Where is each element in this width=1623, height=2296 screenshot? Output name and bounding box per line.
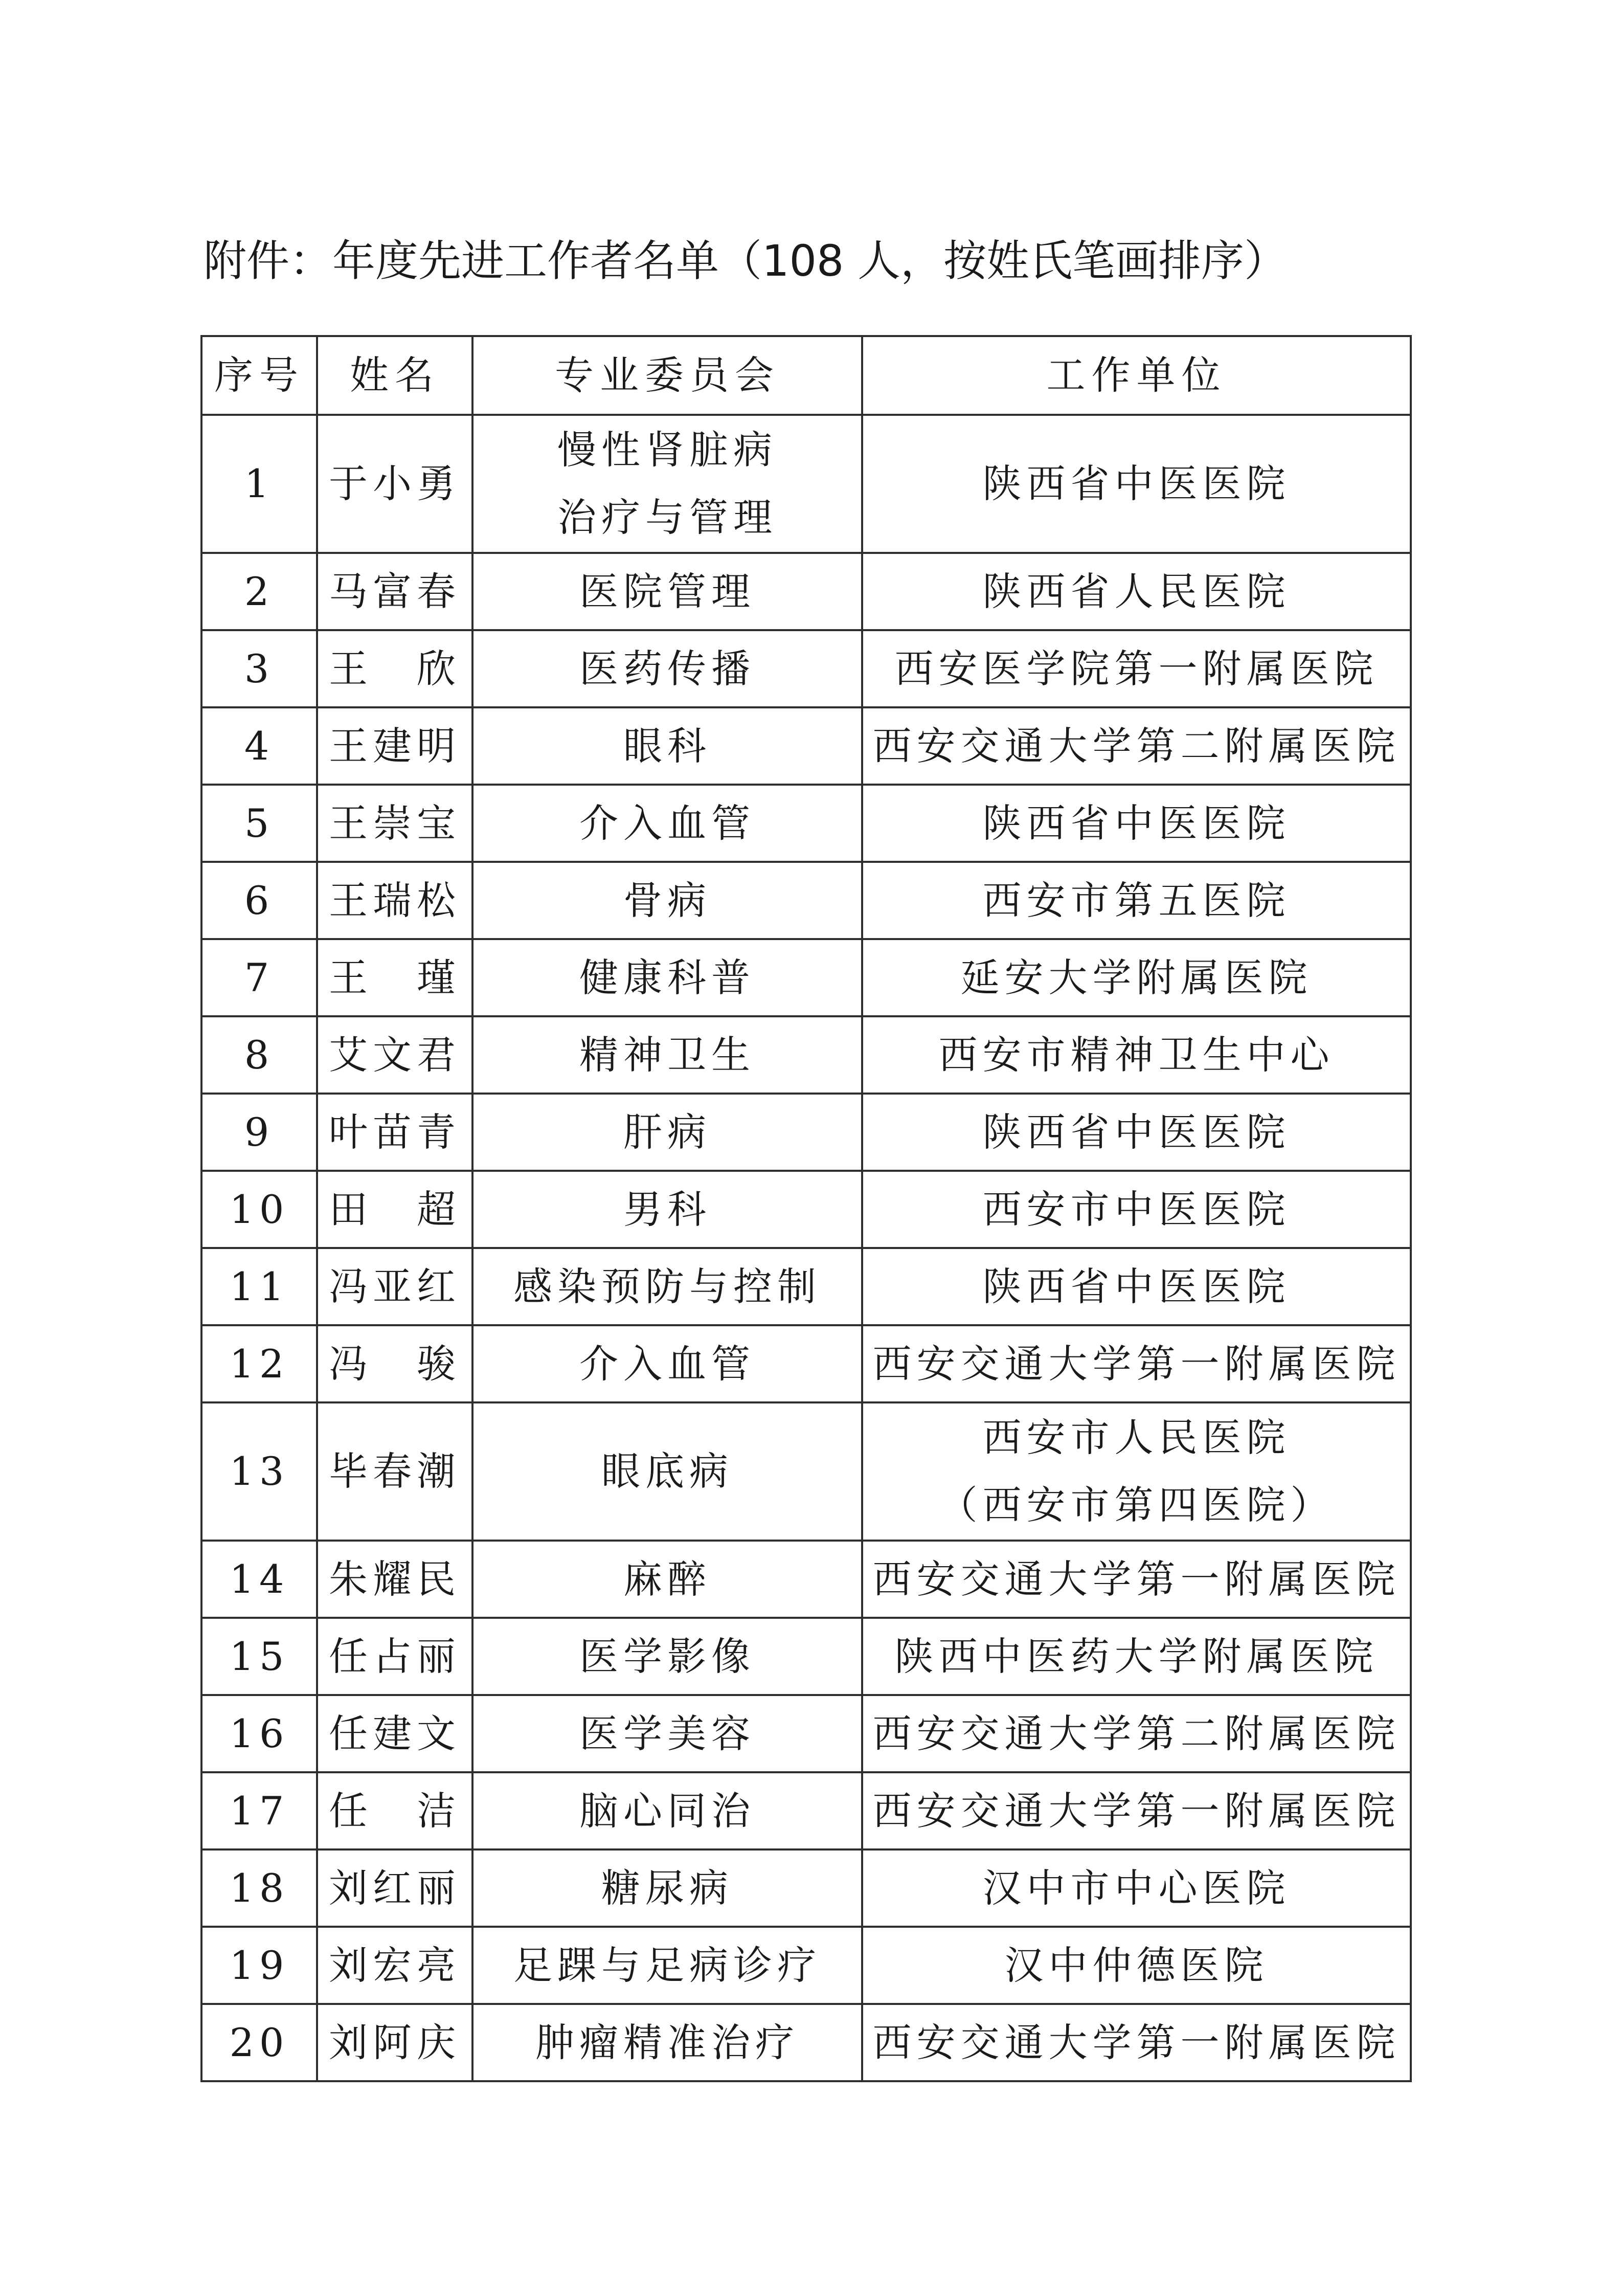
table-row (201, 415, 1411, 553)
name-cell: 田 超 (317, 1171, 472, 1248)
seq-cell: 13 (201, 1402, 317, 1541)
table-row (201, 553, 1411, 630)
name-cell: 王 瑾 (317, 939, 472, 1016)
committee-cell-line: 男科 (623, 1186, 711, 1232)
unit-cell (862, 1402, 1411, 1541)
table-row (201, 1541, 1411, 1618)
committee-cell (472, 1016, 862, 1094)
committee-cell-line: 介入血管 (579, 800, 755, 846)
name-cell: 任占丽 (317, 1618, 472, 1695)
unit-cell (862, 630, 1411, 707)
seq-cell: 14 (201, 1541, 317, 1618)
header-seq: 序号 (201, 336, 317, 415)
committee-cell-line: 肿瘤精准治疗 (535, 2019, 799, 2065)
unit-cell-line: 西安交通大学第一附属医院 (872, 1788, 1401, 1834)
seq-cell: 1 (201, 415, 317, 553)
seq-cell: 2 (201, 553, 317, 630)
committee-cell (472, 862, 862, 939)
unit-cell-line: 西安市人民医院 (982, 1415, 1291, 1460)
unit-cell-line: 西安市第五医院 (982, 877, 1291, 923)
seq-cell: 15 (201, 1618, 317, 1695)
seq-cell: 4 (201, 707, 317, 785)
unit-cell-line: 陕西省中医医院 (982, 1109, 1291, 1155)
committee-cell (472, 553, 862, 630)
seq-cell: 18 (201, 1849, 317, 1927)
unit-cell-line: 西安市中医医院 (982, 1186, 1291, 1232)
table-row (201, 1171, 1411, 1248)
header-committee: 专业委员会 (472, 336, 862, 415)
seq-cell: 16 (201, 1695, 317, 1772)
table-row (201, 630, 1411, 707)
unit-cell-line: 陕西省中医医院 (982, 1263, 1291, 1309)
unit-cell-line: 延安大学附属医院 (960, 954, 1313, 1000)
committee-cell-line: 眼底病 (601, 1448, 733, 1494)
unit-cell-line: 西安医学院第一附属医院 (894, 645, 1379, 692)
committee-cell-line: 医学影像 (579, 1633, 755, 1679)
table-row (201, 2004, 1411, 2081)
table-row (201, 1325, 1411, 1402)
unit-cell (862, 785, 1411, 862)
unit-cell (862, 2004, 1411, 2081)
unit-cell (862, 1016, 1411, 1094)
name-cell: 王建明 (317, 707, 472, 785)
seq-cell: 17 (201, 1772, 317, 1849)
seq-cell: 10 (201, 1171, 317, 1248)
unit-cell-line: 汉中仲德医院 (1004, 1942, 1269, 1988)
unit-cell (862, 1618, 1411, 1695)
name-cell: 马富春 (317, 553, 472, 630)
unit-cell (862, 1695, 1411, 1772)
unit-cell (862, 1772, 1411, 1849)
committee-cell (472, 1695, 862, 1772)
committee-cell (472, 1541, 862, 1618)
name-cell: 冯亚红 (317, 1248, 472, 1325)
unit-cell-line: 西安交通大学第二附属医院 (872, 1710, 1401, 1756)
committee-cell-line: 糖尿病 (601, 1865, 733, 1911)
committee-cell (472, 1849, 862, 1927)
unit-cell (862, 553, 1411, 630)
seq-cell: 20 (201, 2004, 317, 2081)
table-row (201, 785, 1411, 862)
committee-cell (472, 1402, 862, 1541)
committee-cell-line: 脑心同治 (579, 1788, 755, 1834)
unit-cell (862, 1325, 1411, 1402)
table-body (201, 415, 1411, 2081)
unit-cell (862, 862, 1411, 939)
seq-cell: 3 (201, 630, 317, 707)
committee-cell (472, 630, 862, 707)
committee-cell (472, 1325, 862, 1402)
table-row (201, 1016, 1411, 1094)
committee-cell (472, 1618, 862, 1695)
unit-cell-line: 陕西省中医医院 (982, 800, 1291, 846)
table-row (201, 862, 1411, 939)
committee-cell-line: 精神卫生 (579, 1032, 755, 1078)
unit-cell (862, 939, 1411, 1016)
seq-cell: 9 (201, 1094, 317, 1171)
table-header-row (201, 336, 1411, 415)
committee-cell-line: 医学美容 (579, 1710, 755, 1756)
unit-cell (862, 707, 1411, 785)
unit-cell-line: 西安交通大学第一附属医院 (872, 1556, 1401, 1602)
committee-cell-line: 感染预防与控制 (513, 1263, 821, 1309)
seq-cell: 7 (201, 939, 317, 1016)
table-row (201, 1772, 1411, 1849)
committee-cell-line: 慢性肾脏病 (557, 427, 777, 473)
unit-cell (862, 1248, 1411, 1325)
committee-cell-line: 医院管理 (579, 568, 755, 614)
committee-cell-line: 麻醉 (623, 1556, 711, 1602)
roster-table (200, 335, 1412, 2082)
name-cell: 刘红丽 (317, 1849, 472, 1927)
unit-cell-line: 西安市精神卫生中心 (938, 1032, 1335, 1078)
table-row (201, 939, 1411, 1016)
seq-cell: 6 (201, 862, 317, 939)
committee-cell-line: 足踝与足病诊疗 (513, 1942, 821, 1988)
seq-cell: 12 (201, 1325, 317, 1402)
seq-cell: 5 (201, 785, 317, 862)
seq-cell: 19 (201, 1927, 317, 2004)
committee-cell (472, 415, 862, 553)
name-cell: 于小勇 (317, 415, 472, 553)
table-row (201, 1927, 1411, 2004)
committee-cell-line: 肝病 (623, 1109, 711, 1155)
name-cell: 刘宏亮 (317, 1927, 472, 2004)
seq-cell: 11 (201, 1248, 317, 1325)
name-cell: 朱耀民 (317, 1541, 472, 1618)
unit-cell (862, 415, 1411, 553)
committee-cell (472, 1094, 862, 1171)
unit-cell (862, 1171, 1411, 1248)
name-cell: 王崇宝 (317, 785, 472, 862)
committee-cell (472, 1171, 862, 1248)
unit-cell (862, 1927, 1411, 2004)
name-cell: 任 洁 (317, 1772, 472, 1849)
name-cell: 王 欣 (317, 630, 472, 707)
table-row (201, 1618, 1411, 1695)
unit-cell-line: 西安交通大学第一附属医院 (872, 1341, 1401, 1387)
unit-cell (862, 1541, 1411, 1618)
name-cell: 王瑞松 (317, 862, 472, 939)
header-name: 姓名 (317, 336, 472, 415)
name-cell: 冯 骏 (317, 1325, 472, 1402)
committee-cell (472, 1248, 862, 1325)
name-cell: 艾文君 (317, 1016, 472, 1094)
name-cell: 叶苗青 (317, 1094, 472, 1171)
unit-cell-line: 陕西省中医医院 (982, 461, 1291, 506)
unit-cell-line: 陕西省人民医院 (982, 568, 1291, 614)
table-row (201, 1248, 1411, 1325)
committee-cell (472, 1772, 862, 1849)
committee-cell (472, 1927, 862, 2004)
committee-cell-line: 治疗与管理 (557, 495, 777, 540)
committee-cell-line: 医药传播 (579, 645, 755, 692)
committee-cell (472, 785, 862, 862)
table-row (201, 1402, 1411, 1541)
table-row (201, 707, 1411, 785)
table-row (201, 1094, 1411, 1171)
name-cell: 毕春潮 (317, 1402, 472, 1541)
unit-cell (862, 1849, 1411, 1927)
unit-cell-line: 汉中市中心医院 (982, 1865, 1291, 1911)
committee-cell (472, 707, 862, 785)
committee-cell-line: 健康科普 (579, 954, 755, 1000)
unit-cell-line: （西安市第四医院） (938, 1482, 1335, 1528)
name-cell: 刘阿庆 (317, 2004, 472, 2081)
committee-cell-line: 介入血管 (579, 1341, 755, 1387)
table-row (201, 1849, 1411, 1927)
unit-cell-line: 西安交通大学第二附属医院 (872, 723, 1401, 769)
unit-cell-line: 西安交通大学第一附属医院 (872, 2019, 1401, 2065)
table-row (201, 1695, 1411, 1772)
committee-cell (472, 2004, 862, 2081)
committee-cell (472, 939, 862, 1016)
seq-cell: 8 (201, 1016, 317, 1094)
header-unit: 工作单位 (862, 336, 1411, 415)
unit-cell (862, 1094, 1411, 1171)
page-title: 附件：年度先进工作者名单（108 人，按姓氏笔画排序） (204, 236, 1288, 286)
unit-cell-line: 陕西中医药大学附属医院 (894, 1633, 1379, 1679)
name-cell: 任建文 (317, 1695, 472, 1772)
committee-cell-line: 骨病 (623, 877, 711, 923)
committee-cell-line: 眼科 (623, 723, 711, 769)
